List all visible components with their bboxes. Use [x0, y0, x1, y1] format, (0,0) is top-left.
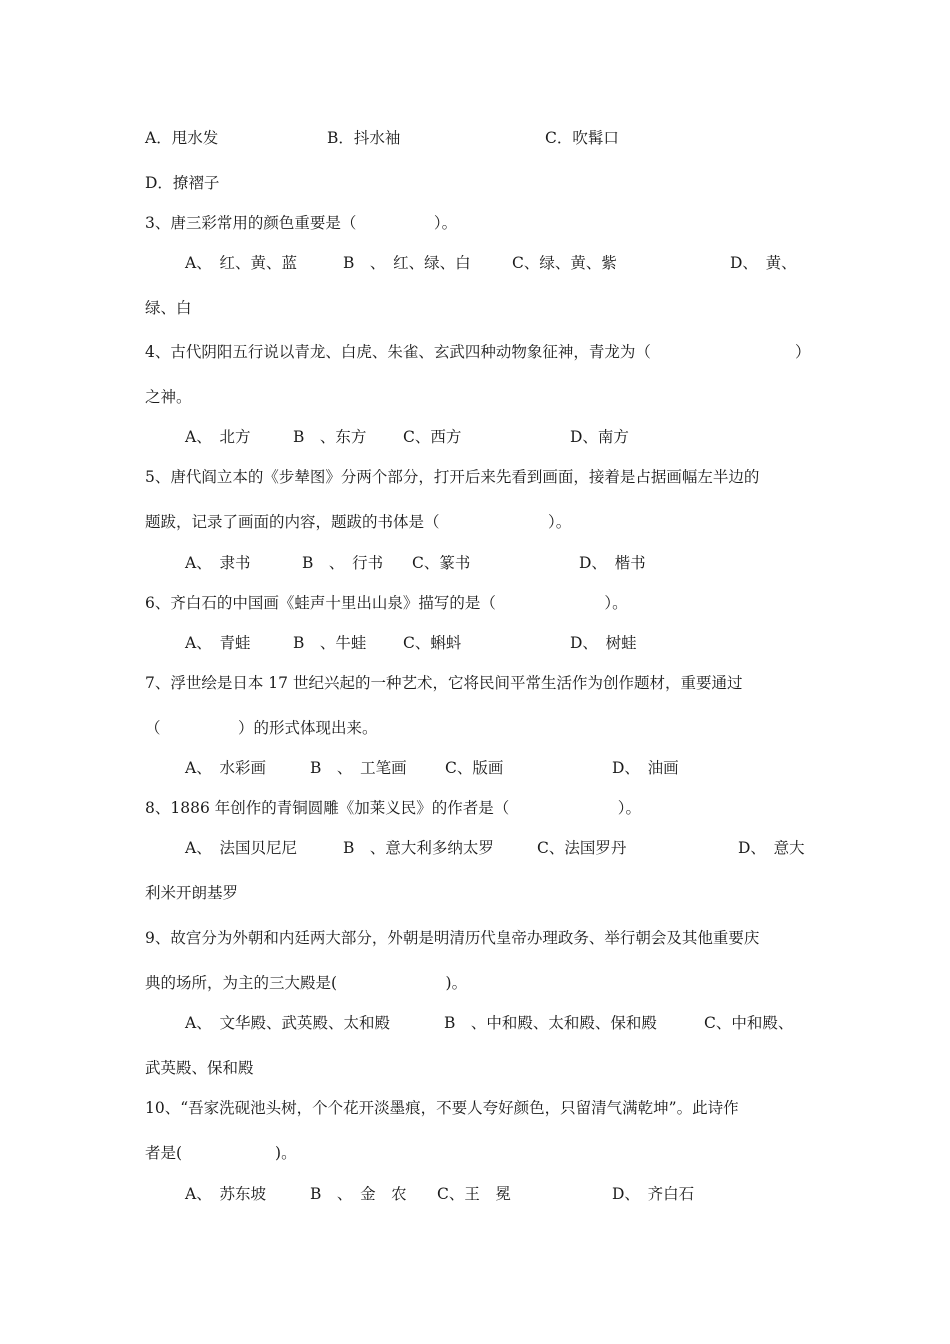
option-d-continued: 利米开朗基罗 — [145, 884, 239, 902]
option-c: C、中和殿、 — [704, 1014, 794, 1032]
option-a: A、 文华殿、武英殿、太和殿 — [185, 1014, 390, 1032]
option-d: D、 树蛙 — [570, 634, 637, 652]
question-stem-continued: 典的场所，为主的三大殿是( )。 — [145, 974, 468, 992]
option-b: B 、东方 — [293, 428, 367, 446]
option-a: A、 北方 — [185, 428, 251, 446]
option-c: C、绿、黄、紫 — [512, 254, 617, 272]
option-c: C、王 冕 — [437, 1185, 511, 1203]
option-a: A、 隶书 — [185, 554, 251, 572]
option-b: B．抖水袖 — [327, 129, 401, 147]
option-c: C、蝌蚪 — [403, 634, 462, 652]
option-d: D、 黄、 — [730, 254, 797, 272]
option-c: C、版画 — [445, 759, 504, 777]
question-stem: 4、古代阴阳五行说以青龙、白虎、朱雀、玄武四种动物象征神，青龙为（ — [145, 343, 651, 361]
option-d: D、 意大 — [738, 839, 805, 857]
question-stem: 3、唐三彩常用的颜色重要是（ ）。 — [145, 214, 458, 232]
option-a: A、 红、黄、蓝 — [185, 254, 297, 272]
option-b: B 、 金 农 — [310, 1185, 407, 1203]
option-a: A、 法国贝尼尼 — [185, 839, 297, 857]
question-stem: 5、唐代阎立本的《步辇图》分两个部分，打开后来先看到画面，接着是占据画幅左半边的 — [145, 468, 760, 486]
answer-bracket-close: ） — [795, 343, 811, 361]
option-d: D、 油画 — [612, 759, 679, 777]
option-d: D、 齐白石 — [612, 1185, 695, 1203]
option-c: C．吹髯口 — [545, 129, 619, 147]
option-c-continued: 武英殿、保和殿 — [145, 1059, 254, 1077]
option-a: A．甩水发 — [145, 129, 219, 147]
option-b: B 、 红、绿、白 — [343, 254, 471, 272]
option-d-continued: 绿、白 — [145, 299, 192, 317]
option-a: A、 苏东坡 — [185, 1185, 266, 1203]
option-b: B 、 行书 — [302, 554, 384, 572]
option-c: C、西方 — [403, 428, 462, 446]
question-stem-continued: 题跋，记录了画面的内容，题跋的书体是（ ）。 — [145, 513, 572, 531]
question-stem: 9、故宫分为外朝和内廷两大部分，外朝是明清历代皇帝办理政务、举行朝会及其他重要庆 — [145, 929, 760, 947]
option-d: D、 楷书 — [579, 554, 646, 572]
option-a: A、 青蛙 — [185, 634, 251, 652]
option-b: B 、 工笔画 — [310, 759, 407, 777]
question-stem: 7、浮世绘是日本 17 世纪兴起的一种艺术，它将民间平常生活作为创作题材，重要通过 — [145, 674, 743, 692]
option-a: A、 水彩画 — [185, 759, 266, 777]
question-stem: 8、1886 年创作的青铜圆雕《加莱义民》的作者是（ ）。 — [145, 799, 641, 817]
option-c: C、法国罗丹 — [537, 839, 627, 857]
question-stem-continued: （ ）的形式体现出来。 — [145, 719, 378, 737]
option-d: D、南方 — [570, 428, 629, 446]
option-b: B 、牛蛙 — [293, 634, 367, 652]
option-b: B 、意大利多纳太罗 — [343, 839, 494, 857]
option-b: B 、中和殿、太和殿、保和殿 — [444, 1014, 657, 1032]
question-stem: 6、齐白石的中国画《蛙声十里出山泉》描写的是（ ）。 — [145, 594, 628, 612]
option-d: D．撩褶子 — [145, 174, 220, 192]
question-stem-continued: 者是( )。 — [145, 1144, 297, 1162]
question-stem: 10、“吾家洗砚池头树，个个花开淡墨痕，不要人夸好颜色，只留清气满乾坤”。此诗作 — [145, 1099, 739, 1117]
question-stem-continued: 之神。 — [145, 388, 192, 406]
option-c: C、篆书 — [412, 554, 471, 572]
